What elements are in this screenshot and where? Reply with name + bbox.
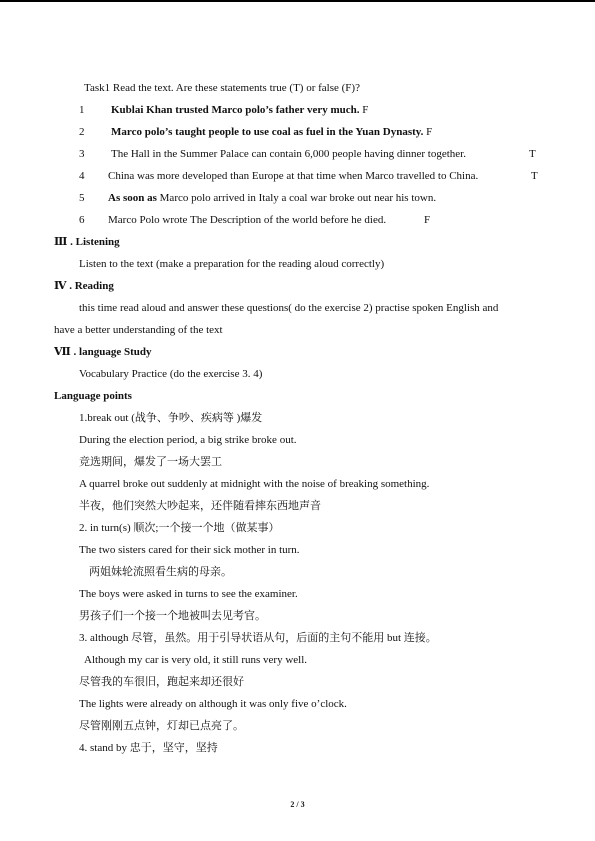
example-sentence: Although my car is very old, it still runs very well. [84,654,308,666]
statement-row [79,147,536,161]
statement-number: 2 [79,126,85,138]
listening-heading: Ⅲ . Listening [54,236,120,248]
example-sentence: During the election period, a big strike broke out. [79,434,297,446]
language-study-text: Vocabulary Practice (do the exercise 3. 4) [79,368,263,380]
point-3-title: 3. although 尽管，虽然。用于引导状语从句，后面的主句不能用 but 连接。 [79,632,437,644]
example-translation: 两姐妹轮流照看生病的母亲。 [89,566,232,578]
statement-number: 3 [79,148,85,160]
statement-text: As soon as Marco polo arrived in Italy a coal war broke out near his town. [108,192,437,204]
point-1-title: 1.break out (战争、争吵、疾病等 )爆发 [79,412,263,424]
page-number: 2 / 3 [290,800,305,809]
statement-text: Marco Polo wrote The Description of the world before he died. [108,214,387,226]
example-sentence: The boys were asked in turns to see the examiner. [79,588,298,600]
listening-text: Listen to the text (make a preparation for the reading aloud correctly) [79,258,385,270]
statement-answer: F [362,104,369,116]
example-sentence: The two sisters cared for their sick mother in turn. [79,544,300,556]
example-sentence: The lights were already on although it was only five o’clock. [79,698,347,710]
task1-title: Task1 Read the text. Are these statements true (T) or false (F)? [84,82,360,94]
top-border [0,0,595,2]
example-translation: 竞选期间，爆发了一场大罢工 [79,456,222,468]
statement-answer: F [426,126,433,138]
statement-number: 6 [79,214,85,226]
statement-number: 4 [79,170,85,182]
statement-text: The Hall in the Summer Palace can contain 6,000 people having dinner together. [111,148,466,160]
reading-heading: Ⅳ . Reading [54,280,114,292]
statement-text: China was more developed than Europe at that time when Marco travelled to China. [108,170,479,182]
example-translation: 尽管刚刚五点钟，灯却已点亮了。 [79,720,244,732]
statement-row [79,213,431,227]
statement-row [79,191,437,205]
example-translation: 男孩子们一个接一个地被叫去见考官。 [79,610,266,622]
reading-text-cont: have a better understanding of the text [54,324,223,336]
statement-answer: T [529,148,536,160]
example-sentence: A quarrel broke out suddenly at midnight with the noise of breaking something. [79,478,430,490]
language-points-heading: Language points [54,390,132,402]
statement-number: 1 [79,104,85,116]
statement-row [79,103,369,117]
example-translation: 尽管我的车很旧，跑起来却还很好 [79,676,244,688]
reading-text: this time read aloud and answer these questions( do the exercise 2) practise spoken English and [79,302,499,314]
statement-row [79,125,433,139]
statement-text: Marco polo’s taught people to use coal as fuel in the Yuan Dynasty. F [111,126,433,138]
statement-answer: F [424,214,431,226]
statement-number: 5 [79,192,85,204]
point-4-title: 4. stand by 忠于，坚守，坚持 [79,742,218,754]
language-study-heading: Ⅶ . language Study [54,346,152,358]
statement-text: Kublai Khan trusted Marco polo’s father very much. F [111,104,369,116]
statement-row [79,169,538,183]
point-2-title: 2. in turn(s) 顺次;一个接一个地（做某事） [79,522,280,534]
statement-answer: T [531,170,538,182]
example-translation: 半夜，他们突然大吵起来，还伴随看摔东西地声音 [79,500,321,512]
